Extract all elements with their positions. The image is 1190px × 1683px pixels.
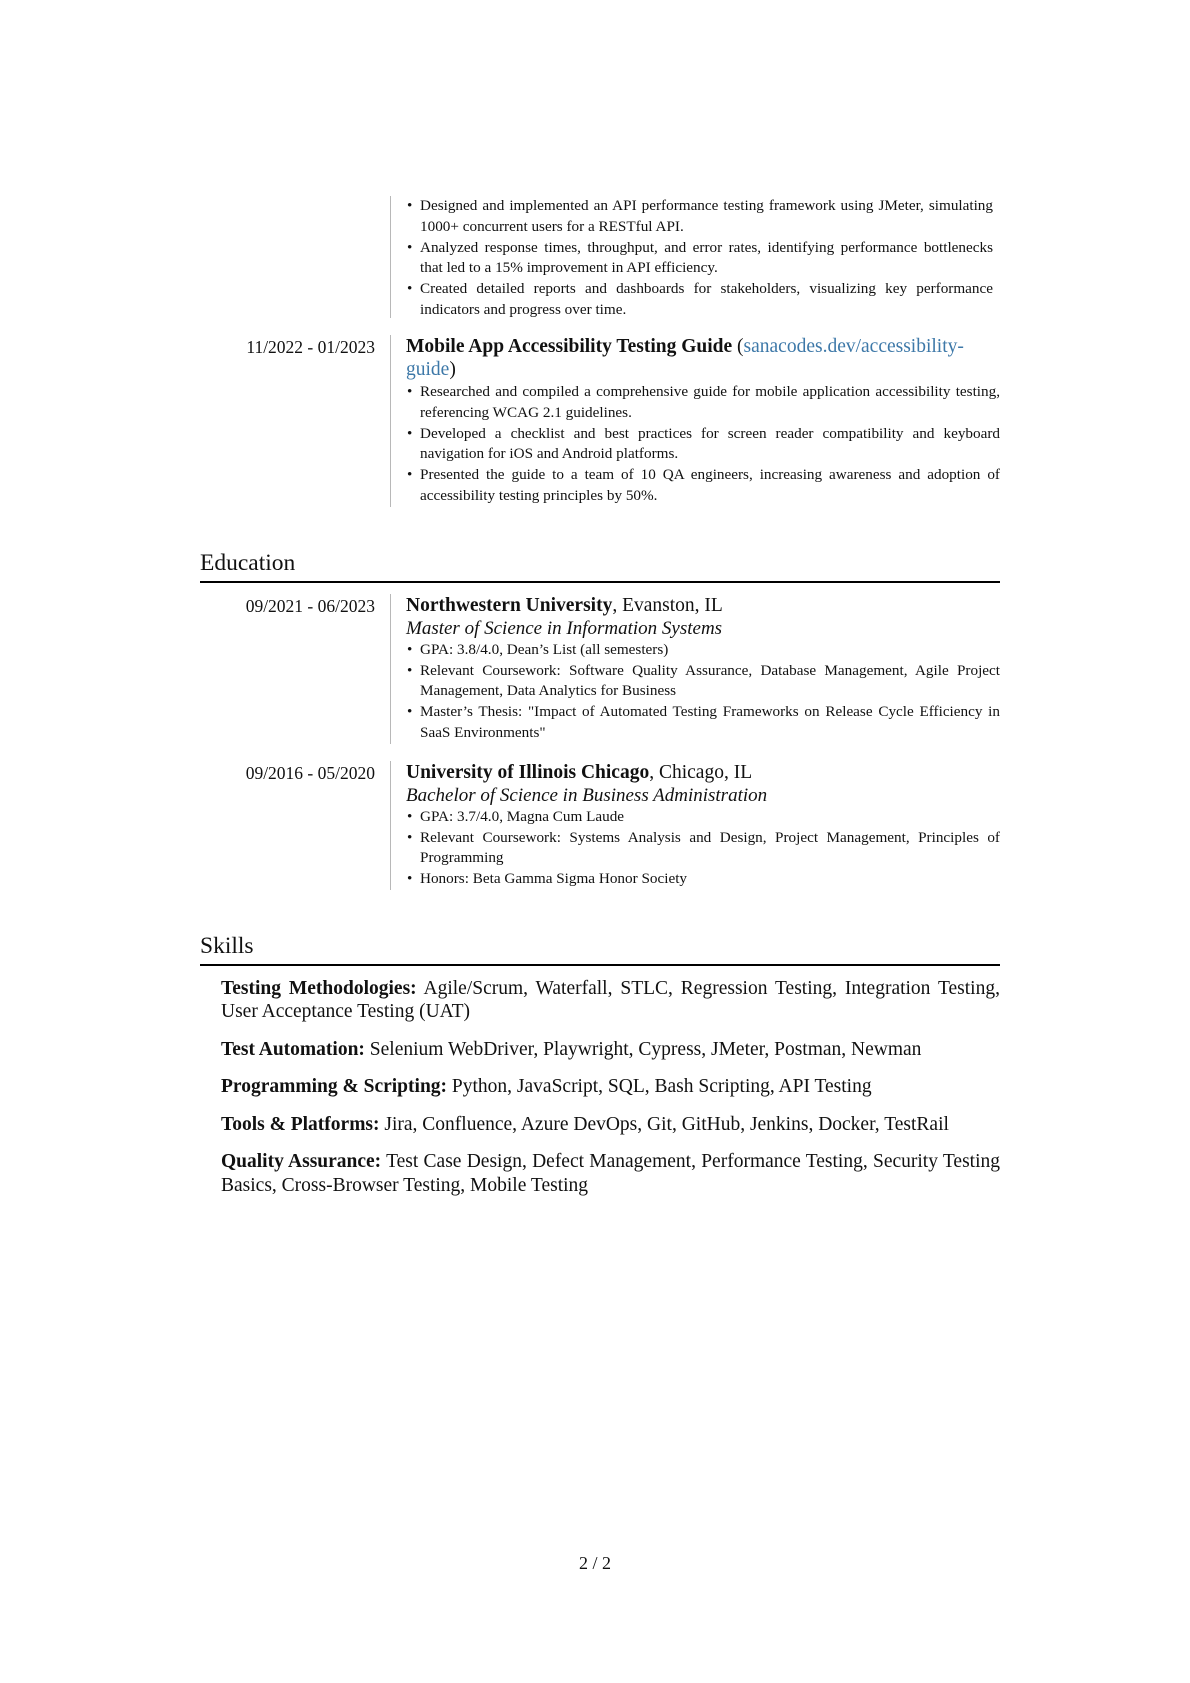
school-line <box>406 594 1000 617</box>
project-title <box>406 335 1000 381</box>
bullet-item: • Created detailed reports and dashboards for stakeholders, visualizing key performance indicators and progress over time. <box>406 279 1000 321</box>
bullet-list <box>406 382 1000 507</box>
project-entry-continued <box>200 196 1000 318</box>
project-link[interactable]: sanacodes.dev/accessibility-guide <box>406 336 964 380</box>
bullet-list <box>406 640 1000 744</box>
link-close-paren: ) <box>449 359 456 380</box>
bullet-item: • Relevant Coursework: Systems Analysis and Design, Project Management, Principles of Programming <box>406 828 1000 870</box>
bullet-item: • GPA: 3.8/4.0, Dean’s List (all semesters) <box>406 640 1000 661</box>
project-entry-accessibility <box>200 335 1000 507</box>
education-entry <box>200 761 1000 890</box>
school-name: University of Illinois Chicago <box>406 761 650 783</box>
bullet-item: • Relevant Coursework: Software Quality Assurance, Database Management, Agile Project Management, Data Analytics for Business <box>406 661 1000 703</box>
skill-label: Tools & Platforms: <box>221 1113 380 1135</box>
degree: Bachelor of Science in Business Administration <box>406 784 768 806</box>
entry-body <box>390 761 1000 890</box>
entry-date: 09/2016 - 05/2020 <box>245 762 375 783</box>
skill-label: Testing Methodologies: <box>221 977 417 999</box>
skill-row <box>221 1113 1000 1137</box>
skill-value: Selenium WebDriver, Playwright, Cypress, JMeter, Postman, Newman <box>364 1038 922 1060</box>
entry-body <box>390 335 1000 507</box>
school-location: , Evanston, IL <box>612 594 723 616</box>
skill-value: Python, JavaScript, SQL, Bash Scripting, API Testing <box>447 1076 872 1098</box>
entry-date: 09/2021 - 06/2023 <box>245 595 375 616</box>
skill-row <box>221 1075 1000 1099</box>
entry-body <box>390 196 1000 318</box>
entry-date: 11/2022 - 01/2023 <box>246 337 375 357</box>
bullet-item: • Presented the guide to a team of 10 QA engineers, increasing awareness and adoption of accessibility testing principles by 50%. <box>406 465 1000 507</box>
entry-date <box>200 196 390 318</box>
section-heading-skills: Skills <box>200 933 1000 966</box>
education-entry <box>200 594 1000 744</box>
bullet-item: • Designed and implemented an API performance testing framework using JMeter, simulating 1000+ concurrent users for a RESTful API. <box>406 196 1000 238</box>
skill-value: Test Case Design, Defect Management, Performance Testing, Security Testing Basics, Cross-Browser Testing, Mobile Testing <box>221 1151 1000 1196</box>
degree: Master of Science in Information Systems <box>406 617 723 639</box>
skill-row <box>221 977 1000 1024</box>
link-open-paren: ( <box>732 336 744 357</box>
section-heading-education: Education <box>200 550 1000 583</box>
skill-label: Quality Assurance: <box>221 1151 382 1173</box>
skill-value: Agile/Scrum, Waterfall, STLC, Regression Testing, Integration Testing, User Acceptance Testing (UAT) <box>221 977 1000 1023</box>
skill-row <box>221 1038 1000 1062</box>
school-name: Northwestern University <box>406 594 613 616</box>
skills-list <box>200 966 1000 1198</box>
school-line <box>406 761 1000 784</box>
skill-label: Test Automation: <box>221 1038 365 1060</box>
bullet-list <box>406 807 1000 890</box>
skill-label: Programming & Scripting: <box>221 1076 448 1098</box>
school-location: , Chicago, IL <box>649 761 753 783</box>
entry-body <box>390 594 1000 744</box>
project-name: Mobile App Accessibility Testing Guide <box>406 336 733 357</box>
page-number: 2 / 2 <box>578 1553 611 1573</box>
skill-value: Jira, Confluence, Azure DevOps, Git, GitHub, Jenkins, Docker, TestRail <box>379 1113 949 1135</box>
resume-page <box>200 196 1000 1211</box>
bullet-item: • GPA: 3.7/4.0, Magna Cum Laude <box>406 807 1000 828</box>
bullet-item: • Master’s Thesis: "Impact of Automated Testing Frameworks on Release Cycle Efficiency in SaaS Environments" <box>406 702 1000 744</box>
bullet-item: • Developed a checklist and best practices for screen reader compatibility and keyboard navigation for iOS and Android platforms. <box>406 424 1000 466</box>
bullet-list <box>406 196 1000 321</box>
bullet-item: • Analyzed response times, throughput, and error rates, identifying performance bottlenecks that led to a 15% improvement in API efficiency. <box>406 238 1000 280</box>
bullet-item: • Honors: Beta Gamma Sigma Honor Society <box>406 869 1000 890</box>
skill-row <box>221 1150 1000 1197</box>
bullet-item: • Researched and compiled a comprehensive guide for mobile application accessibility testing, referencing WCAG 2.1 guidelines. <box>406 382 1000 424</box>
